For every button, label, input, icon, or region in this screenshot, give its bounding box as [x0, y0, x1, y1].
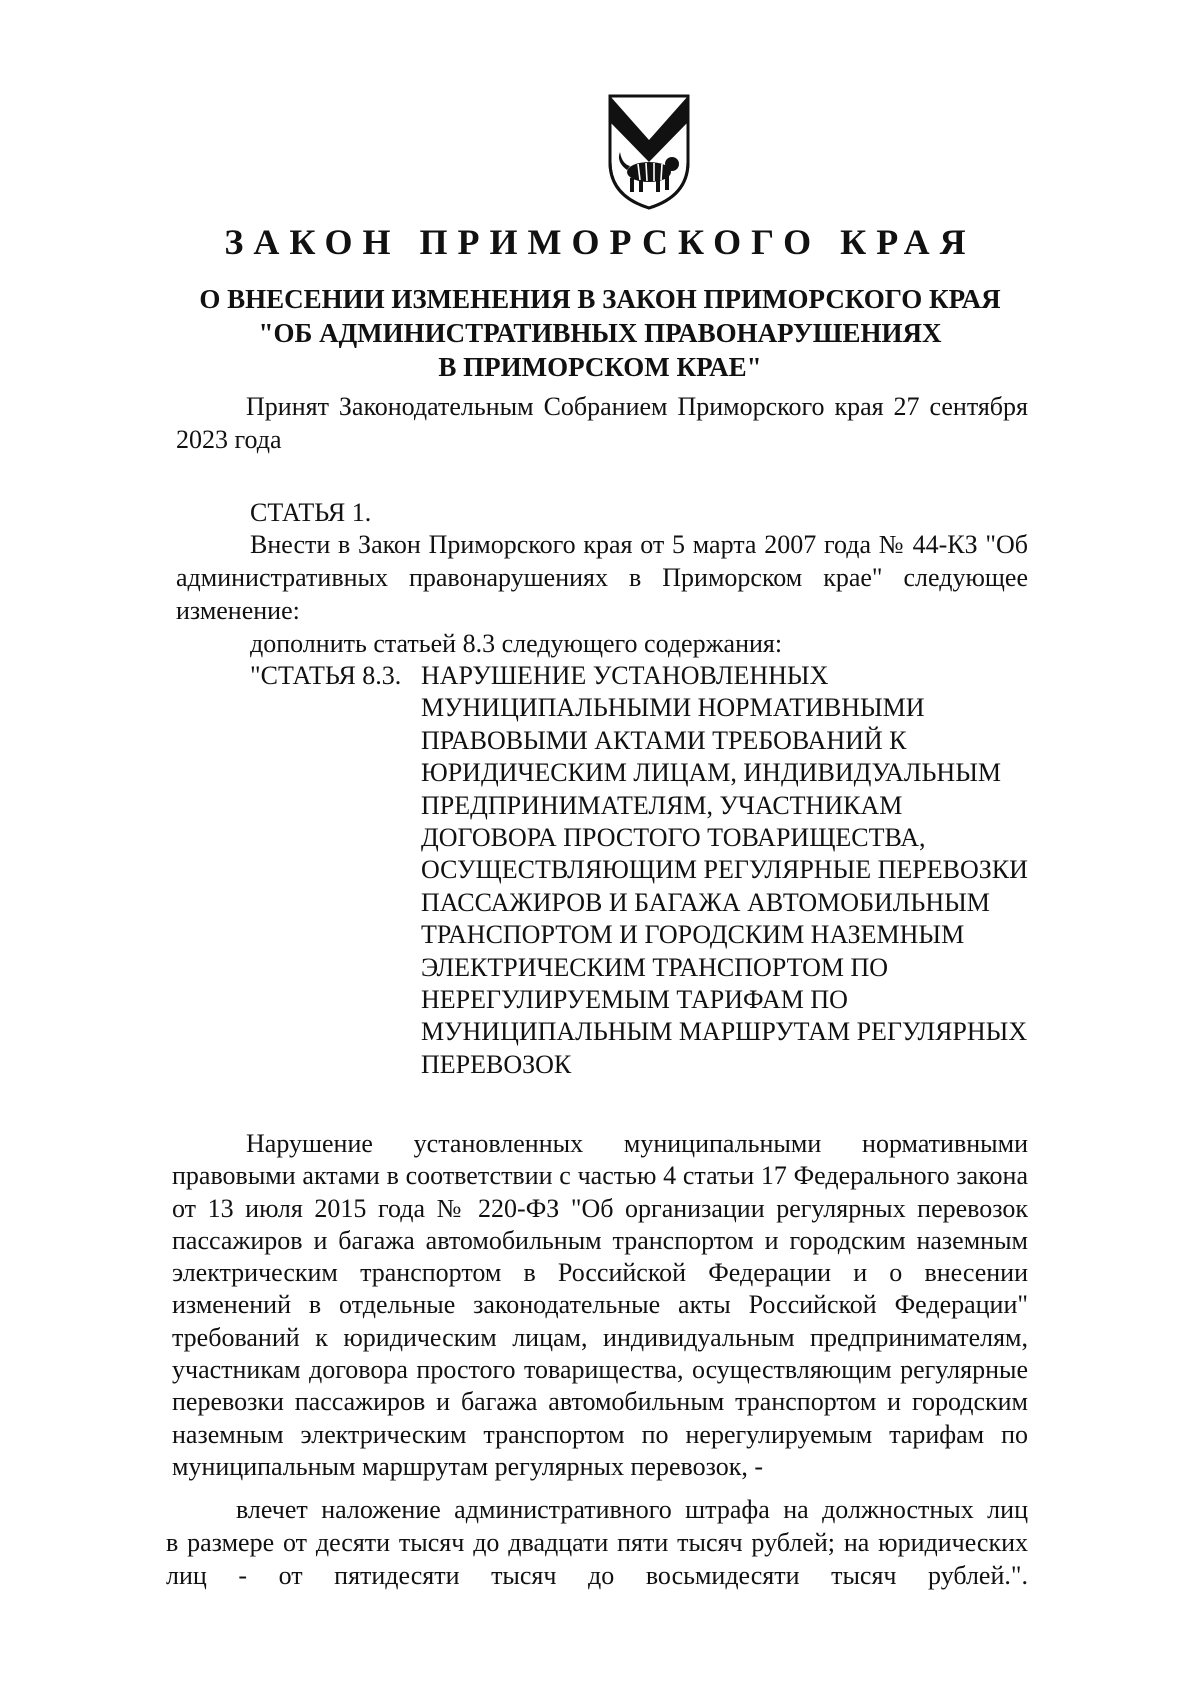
violation-line: Нарушение установленных муниципальными нормативными: [246, 1129, 1028, 1158]
new-article-title-line: ЮРИДИЧЕСКИМ ЛИЦАМ, ИНДИВИДУАЛЬНЫМ: [421, 758, 1001, 788]
article-intro: [176, 528, 1028, 627]
intro-line: Внести в Закон Приморского края от 5 марта 2007 года № 44-КЗ "Об: [250, 530, 1028, 559]
new-article-title-line: ПАССАЖИРОВ И БАГАЖА АВТОМОБИЛЬНЫМ: [421, 887, 990, 917]
new-article-title-line: НАРУШЕНИЕ УСТАНОВЛЕННЫХ: [421, 661, 829, 690]
penalty-line: в размере от десяти тысяч до двадцати пяти тысяч рублей; на юридических: [166, 1528, 1028, 1557]
law-title: ЗАКОН ПРИМОРСКОГО КРАЯ: [224, 222, 976, 262]
new-article-title-line: ДОГОВОРА ПРОСТОГО ТОВАРИЩЕСТВА,: [421, 823, 926, 853]
subtitle-line: О ВНЕСЕНИИ ИЗМЕНЕНИЯ В ЗАКОН ПРИМОРСКОГО КРАЯ: [199, 284, 1001, 314]
violation-line: изменений в отдельные законодательные акты Российской Федерации": [172, 1290, 1028, 1320]
new-article-title-line: МУНИЦИПАЛЬНЫМ МАРШРУТАМ РЕГУЛЯРНЫХ: [421, 1017, 1028, 1047]
violation-line: перевозки пассажиров и багажа автомобильным транспортом и городским: [172, 1387, 1028, 1417]
new-article-title-line: ЭЛЕКТРИЧЕСКИМ ТРАНСПОРТОМ ПО: [421, 952, 889, 982]
violation-line: наземным электрическим транспортом по нерегулируемым тарифам по: [172, 1419, 1028, 1449]
new-article-title-line: ОСУЩЕСТВЛЯЮЩИМ РЕГУЛЯРНЫЕ ПЕРЕВОЗКИ: [421, 855, 1028, 885]
intro-line: изменение:: [176, 596, 300, 625]
violation-line: электрическим транспортом в Российской Федерации и о внесении: [172, 1258, 1028, 1288]
new-article-title-line: МУНИЦИПАЛЬНЫМИ НОРМАТИВНЫМИ: [421, 693, 925, 723]
article-heading: СТАТЬЯ 1.: [250, 498, 372, 527]
intro-line: административных правонарушениях в Приморском крае" следующее: [176, 563, 1028, 592]
adoption-line: Принят Законодательным Собранием Приморского края 27 сентября: [246, 392, 1028, 421]
new-article-title: [421, 660, 1121, 1081]
primorsky-krai-coat-of-arms-icon: [606, 92, 692, 212]
new-article-title-line: ПЕРЕВОЗОК: [421, 1049, 572, 1079]
new-article-title-line: НЕРЕГУЛИРУЕМЫМ ТАРИФАМ ПО: [421, 985, 848, 1015]
violation-line: пассажиров и багажа автомобильным транспортом и городским наземным: [172, 1225, 1028, 1255]
violation-line: от 13 июля 2015 года № 220-ФЗ "Об организации регулярных перевозок: [172, 1193, 1028, 1223]
penalty-line: лиц - от пятидесяти тысяч до восьмидесяти тысяч рублей.".: [166, 1561, 1028, 1590]
violation-line: требований к юридическим лицам, индивидуальным предпринимателям,: [172, 1322, 1028, 1352]
violation-line: правовыми актами в соответствии с частью 4 статьи 17 Федерального закона: [172, 1161, 1028, 1191]
violation-paragraph: [172, 1128, 1028, 1483]
violation-line: участникам договора простого товарищества, осуществляющим регулярные: [172, 1355, 1028, 1385]
new-article-label: "СТАТЬЯ 8.3.: [250, 661, 402, 690]
subtitle-line: "ОБ АДМИНИСТРАТИВНЫХ ПРАВОНАРУШЕНИЯХ: [258, 318, 942, 348]
penalty-line: влечет наложение административного штрафа на должностных лиц: [236, 1495, 1028, 1524]
new-article-title-line: ТРАНСПОРТОМ И ГОРОДСКИМ НАЗЕМНЫМ: [421, 920, 965, 950]
penalty-paragraph: [166, 1493, 1028, 1592]
new-article-title-line: ПРАВОВЫМИ АКТАМИ ТРЕБОВАНИЙ К: [421, 725, 907, 755]
new-article-title-line: ПРЕДПРИНИМАТЕЛЯМ, УЧАСТНИКАМ: [421, 790, 903, 820]
adoption-line: 2023 года: [176, 425, 282, 454]
subtitle-line: В ПРИМОРСКОМ КРАЕ": [438, 352, 762, 382]
violation-line: муниципальным маршрутам регулярных перевозок, -: [172, 1451, 764, 1481]
supplement-text: дополнить статьей 8.3 следующего содержания:: [250, 629, 783, 658]
law-subtitle: [150, 282, 1050, 384]
adoption-note: [176, 390, 1028, 456]
